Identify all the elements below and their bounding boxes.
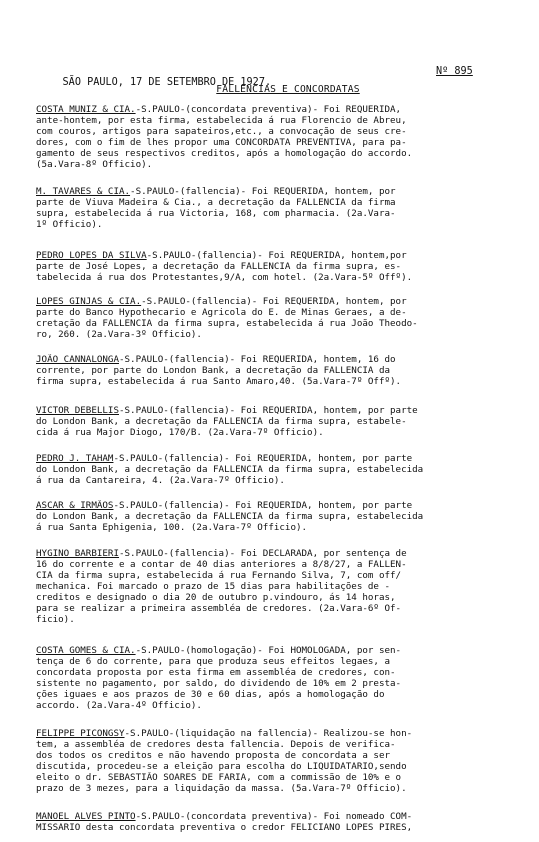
entry-first-line-text: -S.PAULO-(fallencia)- Foi REQUERIDA, hontem, por [130, 186, 396, 197]
entry-line: eleito o dr. SEBASTIÃO SOARES DE FARIA, com a commissão de 10% e o [36, 772, 402, 783]
entry-line: com couros, artigos para sapateiros,etc., a convocação de seus cre- [36, 126, 407, 137]
entry-name: ASCAR & IRMÃOS [36, 500, 114, 511]
entry-name: MANOEL ALVES PINTO [36, 811, 136, 822]
entry-line: 1º Officio). [36, 219, 103, 230]
entry-name: LOPES GINJAS & CIA. [36, 296, 142, 307]
entry-first-line-text: -S.PAULO-(fallencia)- Foi REQUERIDA, hontem, por parte [118, 405, 418, 416]
bulletin-number: Nº 895 [436, 66, 473, 77]
place-date: SÃO PAULO, 17 DE SETEMBRO DE 1927. [62, 77, 272, 88]
entry-first-line-text: -S.PAULO-(liquidação na fallencia)- Realizou-se hon- [124, 728, 413, 739]
entry-first-line-text: -S.PAULO-(concordata preventiva)- Foi REQUERIDA, [135, 104, 402, 115]
entry-line: parte do Banco Hypothecario e Agricola do E. de Minas Geraes, a de- [36, 307, 407, 318]
entry-name: PEDRO J. TAHAM [36, 453, 114, 464]
entry-line: parte de José Lopes, a decretação da FALLENCIA da firma supra, es- [36, 261, 402, 272]
entry-line: prazo de 3 mezes, para a liquidação da massa. (5a.Vara-7º Officio). [36, 783, 407, 794]
entry [36, 645, 539, 711]
entry-first-line [36, 354, 539, 365]
entry [36, 296, 539, 340]
entry-line: sistente no pagamento, por saldo, do dividendo de 10% em 2 presta- [36, 678, 402, 689]
entry-name: FELIPPE PICONGSY [36, 728, 125, 739]
entry-first-line [36, 186, 539, 197]
entry [36, 405, 539, 438]
entry-first-line [36, 250, 539, 261]
entry-line: discutida, procedeu-se a eleição para escolha do LIQUIDATARIO,sendo [36, 761, 407, 772]
entry-first-line [36, 104, 539, 115]
entry [36, 354, 539, 387]
entry-first-line [36, 645, 539, 656]
entry-line: mechanica. Foi marcado o prazo de 15 dias para habilitações de - [36, 581, 391, 592]
entry-line: tabelecida á rua dos Protestantes,9/A, com hotel. (2a.Vara-5º Offº). [36, 272, 413, 283]
entry-name: COSTA MUNIZ & CIA. [36, 104, 136, 115]
entry-name: JOÃO CANNALONGA [36, 354, 119, 365]
entry [36, 728, 539, 794]
entry-line: tença de 6 do corrente, para que produza seus effeitos legaes, a [36, 656, 391, 667]
entry-line: ções iguaes e aos prazos de 30 e 60 dias, após a homologação do [36, 689, 385, 700]
entry [36, 453, 539, 486]
entry [36, 104, 539, 170]
entry-line: (5a.Vara-8º Officio). [36, 159, 153, 170]
entry-name: COSTA GOMES & CIA. [36, 645, 136, 656]
entry-first-line-text: -S.PAULO-(fallencia)- Foi REQUERIDA, hontem, por parte [113, 453, 413, 464]
entry-first-line-text: -S.PAULO-(fallencia)- Foi REQUERIDA, hontem, por [141, 296, 407, 307]
entry-line: cida á rua Major Diogo, 170/B. (2a.Vara-7º Officio). [36, 427, 324, 438]
section-title: FALLENCIAS E CONCORDATAS [216, 84, 360, 95]
entry-name: HYGINO BARBIERI [36, 548, 119, 559]
entry-first-line-text: -S.PAULO-(fallencia)- Foi REQUERIDA, hontem, 16 do [118, 354, 396, 365]
entry-first-line-text: -S.PAULO-(fallencia)- Foi REQUERIDA, hontem,por [146, 250, 407, 261]
entry-line: ante-hontem, por esta firma, estabelecida á rua Florencio de Abreu, [36, 115, 407, 126]
entry-line: gamento de seus respectivos creditos, após a homologação do accordo. [36, 148, 413, 159]
entry-line: MISSARIO desta concordata preventiva o credor FELICIANO LOPES PIRES, [36, 822, 413, 833]
entry-line: creditos e designado o dia 20 de outubro p.vindouro, ás 14 horas, [36, 592, 396, 603]
entry-first-line [36, 811, 539, 822]
entry-first-line-text: -S.PAULO-(concordata preventiva)- Foi nomeado COM- [135, 811, 413, 822]
entry-line: do London Bank, a decretação da FALLENCIA da firma supra, estabelecida [36, 464, 424, 475]
entry-line: á rua Santa Ephigenia, 100. (2a.Vara-7º Officio). [36, 522, 308, 533]
entry-first-line-text: -S.PAULO-(fallencia)- Foi DECLARADA, por sentença de [118, 548, 407, 559]
entry-first-line [36, 500, 539, 511]
entry-line: corrente, por parte do London Bank, a decretação da FALLENCIA da [36, 365, 391, 376]
entry-line: CIA da firma supra, estabelecida á rua Fernando Silva, 7, com off/ [36, 570, 402, 581]
entry-name: VICTOR DEBELLIS [36, 405, 119, 416]
entry-first-line [36, 548, 539, 559]
entry-name: PEDRO LOPES DA SILVA [36, 250, 147, 261]
entry-first-line [36, 728, 539, 739]
entry-line: parte de Viuva Madeira & Cia., a decretação da FALLENCIA da firma [36, 197, 396, 208]
entry-first-line [36, 453, 539, 464]
entry-name: M. TAVARES & CIA. [36, 186, 131, 197]
entry [36, 250, 539, 283]
entry [36, 500, 539, 533]
entry-line: accordo. (2a.Vara-4º Officio). [36, 700, 202, 711]
entry-first-line [36, 405, 539, 416]
entry [36, 548, 539, 625]
entry-line: para se realizar a primeira assembléa de credores. (2a.Vara-6º Of- [36, 603, 402, 614]
entry-line: cretação da FALLENCIA da firma supra, estabelecida á rua João Theodo- [36, 318, 418, 329]
entry-line: do London Bank, a decretação da FALLENCIA da firma supra, estabelecida [36, 511, 424, 522]
entry-line: 16 do corrente e a contar de 40 dias anteriores a 8/8/27, a FALLEN- [36, 559, 407, 570]
entry-first-line [36, 296, 539, 307]
entry-line: ficio). [36, 614, 75, 625]
entry-first-line-text: -S.PAULO-(fallencia)- Foi REQUERIDA, hontem, por parte [113, 500, 413, 511]
entry-line: dos todos os creditos e não havendo proposta de concordata a ser [36, 750, 391, 761]
entry [36, 811, 539, 833]
entry-line: concordata proposta por esta firma em assembléa de credores, con- [36, 667, 396, 678]
entry-first-line-text: -S.PAULO-(homologação)- Foi HOMOLOGADA, por sen- [135, 645, 402, 656]
entry-line: ro, 260. (2a.Vara-3º Officio). [36, 329, 202, 340]
entry-line: á rua da Cantareira, 4. (2a.Vara-7º Officio). [36, 475, 285, 486]
entry [36, 186, 539, 230]
entry-line: do London Bank, a decretação da FALLENCIA da firma supra, estabele- [36, 416, 407, 427]
entry-line: dores, com o fim de lhes propor uma CONCORDATA PREVENTIVA, para pa- [36, 137, 407, 148]
entry-line: firma supra, estabelecida á rua Santo Amaro,40. (5a.Vara-7º Offº). [36, 376, 402, 387]
entry-line: tem, a assembléa de credores desta fallencia. Depois de verifica- [36, 739, 396, 750]
entry-line: supra, estabelecida á rua Victoria, 168, com pharmacia. (2a.Vara- [36, 208, 396, 219]
